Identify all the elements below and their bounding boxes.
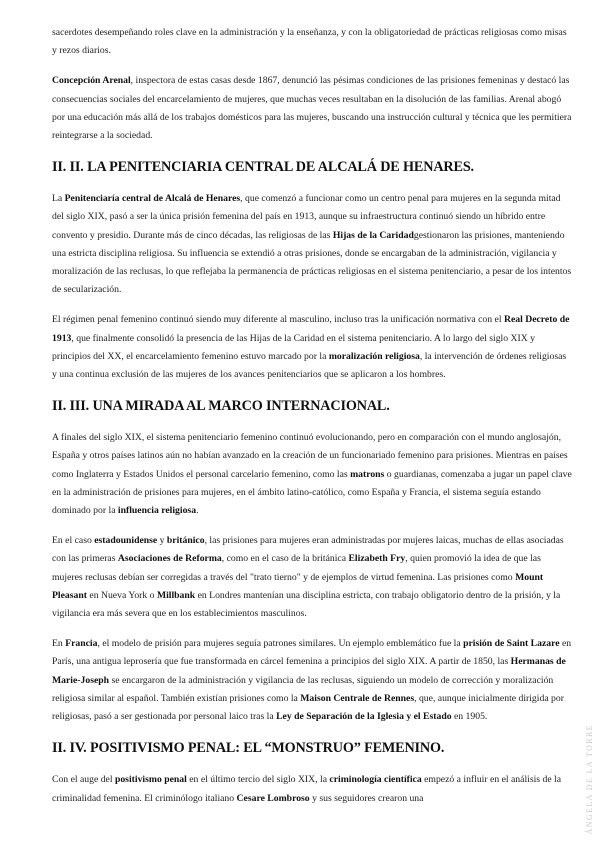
bold-term: Mount Pleasant [52, 571, 544, 601]
section-heading-alcala: II. II. LA PENITENCIARIA CENTRAL DE ALCALÁ DE HENARES. [52, 159, 474, 176]
paragraph-france: En Francia, el modelo de prisión para mujeres seguía patrones similares. Un ejemplo emblemático fue la prisión de Saint Lazare en París, una antigua leprosería que fue transformada en cárcel femenina a principios del siglo XIX. A partir de 1850, las Hermanas de Marie-Joseph se encargaron de la administración y vigilancia de las reclusas, siguiendo un modelo de corrección y moralización religiosa similar al español. También existían prisiones como la Maison Centrale de Rennes, que, aunque inicialmente dirigida por religiosas, pasó a ser gestionada por personal laico tras la Ley de Separación de la Iglesia y el Estado en 1905. [52, 638, 572, 723]
bold-term: Concepción Arenal [52, 75, 131, 87]
bold-term: moralización religiosa [328, 350, 420, 362]
paragraph-concepcion-arenal: Concepción Arenal, inspectora de estas casas desde 1867, denunció las pésimas condiciones de las prisiones femeninas y destacó las consecuencias sociales del encarcelamiento de mujeres, que muchas veces resultaban en la disolución de las familias. Arenal abogó por una educación más allá de los trabajos domésticos para las mujeres, buscando una instrucción cultural y técnica que les permitiera reintegrarse a la sociedad. [52, 75, 572, 142]
paragraph-positivism: Con el auge del positivismo penal en el último tercio del siglo XIX, la criminología científica empezó a influir en el análisis de la criminalidad femenina. El criminólogo italiano Cesare Lombroso y sus seguidores crearon una [52, 774, 562, 804]
bold-term: Penitenciaría central de Alcalá de Henares [64, 193, 241, 205]
bold-term: Ley de Separación de la Iglesia y el Estado [276, 711, 452, 723]
bold-term: influencia religiosa [117, 505, 197, 517]
bold-term: Asociaciones de Reforma [117, 553, 222, 565]
bold-term: Elizabeth Fry [348, 553, 406, 565]
section-heading-international: II. III. UNA MIRADA AL MARCO INTERNACIONAL. [52, 398, 390, 415]
section-heading-positivism: II. IV. POSITIVISMO PENAL: EL “MONSTRUO” FEMENINO. [52, 740, 445, 757]
bold-term: criminología científica [329, 774, 422, 786]
bold-term: Hijas de la Caridad [332, 229, 414, 241]
bold-term: británico [166, 535, 205, 547]
paragraph-penal-regime: El régimen penal femenino continuó siendo muy diferente al masculino, incluso tras la unificación normativa con el Real Decreto de 1913, que finalmente consolidó la presencia de las Hijas de la Caridad en el sistema penitenciario. A lo largo del siglo XIX y principios del XX, el encarcelamiento femenino estuvo marcado por la moralización religiosa, la intervención de órdenes religiosas y una continua exclusión de las mujeres de los avances penitenciarios que se aplicaron a los hombres. [52, 314, 570, 381]
bold-term: Francia [65, 638, 98, 650]
bold-term: prisión de Saint Lazare [463, 638, 560, 650]
bold-term: positivismo penal [114, 774, 187, 786]
bold-term: Hermanas de Marie-Joseph [52, 656, 566, 686]
document-page [52, 24, 572, 820]
bold-term: matrons [350, 468, 385, 480]
paragraph-late-19th-century: A finales del siglo XIX, el sistema penitenciario femenino continuó evolucionando, pero en comparación con el mundo anglosajón, España y otros países latinos aún no habían avanzado en la creación de un funcionariado femenino para prisiones. Mientras en países como Inglaterra y Estados Unidos el personal carcelario femenino, como las matrons o guardianas, comenzaba a jugar un papel clave en la administración de prisiones para mujeres, en el ámbito latino-católico, como España y Francia, el sistema seguía estando dominado por la influencia religiosa. [52, 432, 572, 517]
bold-term: Cesare Lombroso [236, 792, 310, 804]
paragraph-alcala-penitentiary: La Penitenciaría central de Alcalá de Henares, que comenzó a funcionar como un centro penal para mujeres en la segunda mitad del siglo XIX, pasó a ser la única prisión femenina del país en 1913, aunque su infraestructura continuó siendo un híbrido entre convento y presidio. Durante más de cinco décadas, las religiosas de las Hijas de la Caridadgestionaron las prisiones, manteniendo una estricta disciplina religiosa. Su influencia se extendió a otras prisiones, donde se encargaban de la administración, vigilancia y moralización de las reclusas, lo que reflejaba la permanencia de prácticas religiosas en el sistema penitenciario, a pesar de los intentos de secularización. [52, 193, 572, 296]
author-watermark: ÁNGELA DE LA TORRE [585, 723, 594, 834]
paragraph-us-uk: En el caso estadounidense y británico, las prisiones para mujeres eran administradas por mujeres laicas, muchas de ellas asociadas con las primeras Asociaciones de Reforma, como en el caso de la británica Elizabeth Fry, quien promovió la idea de que las mujeres reclusas debían ser corregidas a través del "trato tierno" y de ejemplos de virtud femenina. Las prisiones como Mount Pleasant en Nueva York o Millbank en Londres mantenían una disciplina estricta, con trabajo obligatorio dentro de la prisión, y la vigilancia era más severa que en los establecimientos masculinos. [52, 535, 564, 620]
bold-term: Real Decreto de 1913 [52, 314, 570, 344]
bold-term: Maison Centrale de Rennes [300, 692, 415, 704]
bold-term: estadounidense [94, 535, 158, 547]
paragraph-religious-practices: sacerdotes desempeñando roles clave en la administración y la enseñanza, y con la obligatoriedad de prácticas religiosas como misas y rezos diarios. [52, 27, 567, 57]
bold-term: Millbank [156, 589, 196, 601]
